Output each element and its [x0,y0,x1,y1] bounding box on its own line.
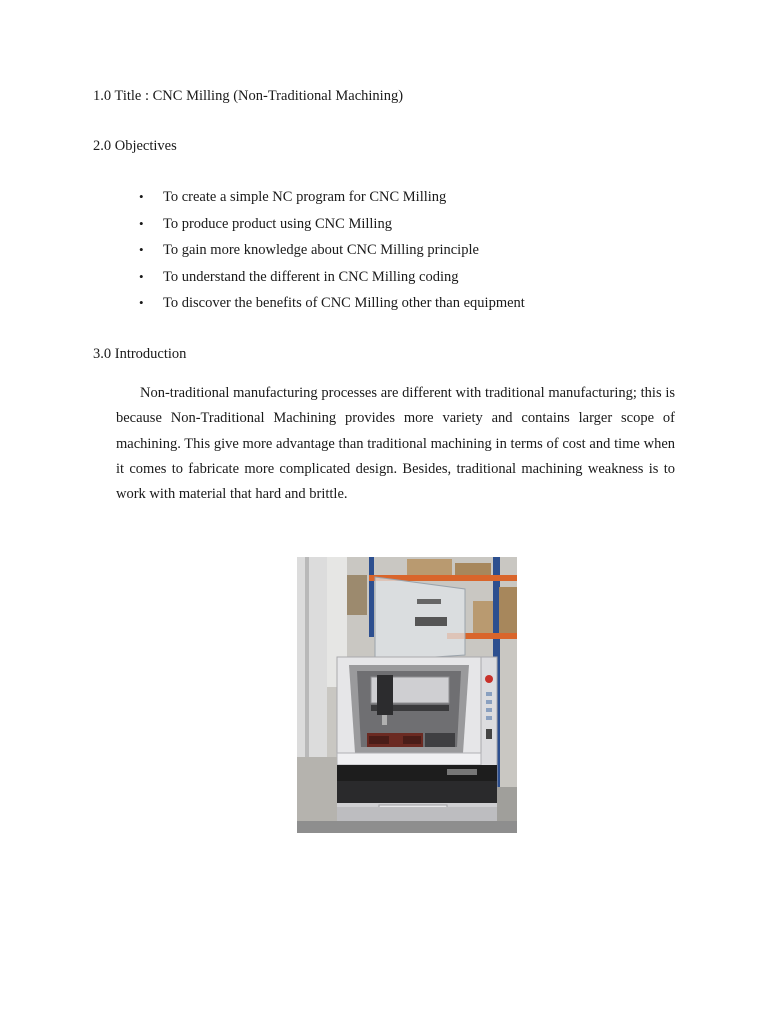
title-heading: 1.0 Title : CNC Milling (Non-Traditional Machining) [93,88,404,104]
spindle [377,675,393,715]
bullet-icon: • [139,215,144,231]
bullet-icon: • [139,242,144,257]
objective-text: To understand the different in CNC Milling coding [163,268,459,285]
objective-text: To discover the benefits of CNC Milling other than equipment [163,295,525,311]
emergency-stop-icon [485,675,493,683]
cnc-machine-photo [297,557,517,833]
objectives-heading: 2.0 Objectives [93,138,177,154]
objective-text: To gain more knowledge about CNC Milling principle [163,242,479,258]
objective-text: To produce product using CNC Milling [163,215,392,232]
bullet-icon: • [139,268,144,284]
floor [297,821,517,833]
cnc-machine-illustration [297,557,517,833]
introduction-heading: 3.0 Introduction [93,346,187,362]
bullet-icon: • [139,295,144,310]
bullet-icon: • [139,189,144,204]
objective-text: To create a simple NC program for CNC Milling [163,189,447,205]
introduction-paragraph: Non-traditional manufacturing processes are different with traditional manufacturing; this is because Non-Traditional Machining provides more variety and contains larger scope of machining. This give more advantage than traditional machining in terms of cost and time when it comes to fabricate more complicated design. Besides, traditional machining weakness is to work with material that hard and brittle. [116,385,675,503]
